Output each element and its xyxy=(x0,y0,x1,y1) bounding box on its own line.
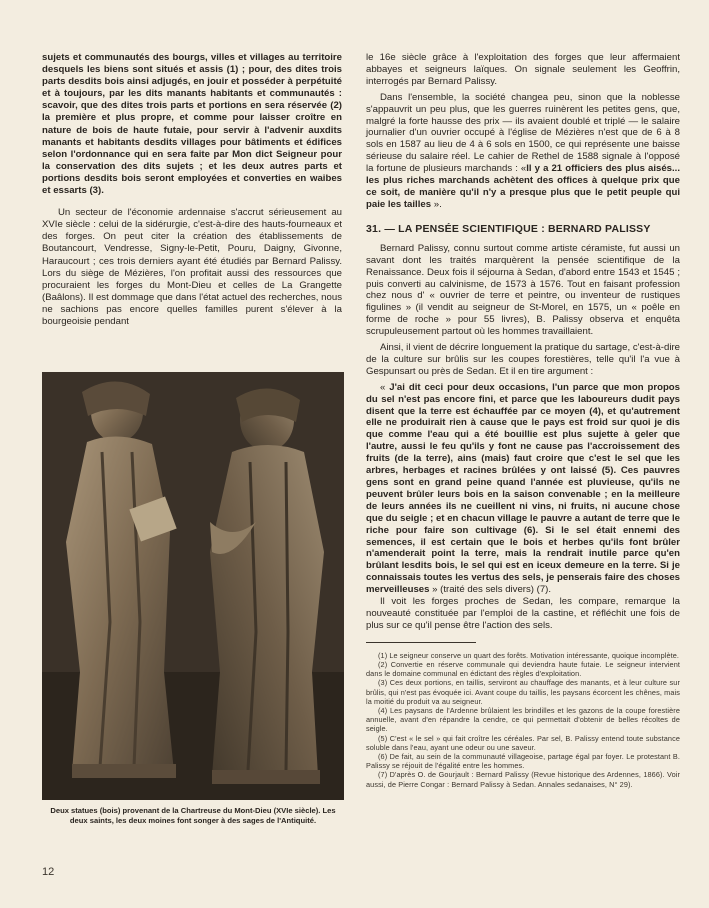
charter-excerpt-paragraph: sujets et communautés des bourgs, villes et villages au territoire desquels les biens sont situés et assis (1) ; pour, des dites trois parts desdits bois ainsi adjugés, en jouir et posséder à perpétuité et à toujours, par les dits manants habitants et communautés : scavoir, que des dites trois parts et portions en sera réservée (2) la première et plus propre, et comme pour laisser croître en nature de bois de haute futaie, pour servir à l'advenir auxdits manants et habitants desdits villages pour bâtiments et édifices selon l'ordonnance qui en sera faite par Mon dict Seigneur pour la conservation des dits sujets ; et les deux autres parts et portions desdits bois seront employées et converties en waibes et essarts (3). xyxy=(42,52,342,197)
left-column xyxy=(42,52,342,328)
society-paragraph xyxy=(366,92,680,211)
footnote: (2) Convertie en réserve communale qui deviendra haute futaie. Le seigneur intervient dans le domaine communal en édictant des règles d'exploitation. xyxy=(366,659,680,679)
two-wooden-statues-image xyxy=(42,372,344,800)
footnote: (7) D'après O. de Gourjault : Bernard Palissy (Revue historique des Ardennes, 1866). Voir aussi, de Pierre Congar : Bernard Palissy à Sedan. Annales sedanaises, N° 29). xyxy=(366,770,680,789)
statues-photo xyxy=(42,372,344,800)
quote-close: » (traité des sels divers) (7). xyxy=(429,584,552,596)
footnote: (3) Ces deux portions, en taillis, serviront au chauffage des manants, et à leur culture sur brûlis, qui n'est pas évoquée ici. Avant coupe du taillis, les paysans écorcent les chênes, mais la moitié du produit va au seigneur. xyxy=(366,678,680,706)
footnote: (6) De fait, au sein de la communauté villageoise, partage égal par foyer. Le protestant B. Palissy se réjouit de l'égalité entre les hommes. xyxy=(366,752,680,771)
section-heading: 31. — LA PENSÉE SCIENTIFIQUE : BERNARD PALISSY xyxy=(366,222,651,235)
footnote: (1) Le seigneur conserve un quart des forêts. Motivation intéressante, quoique incomplète. xyxy=(378,650,680,660)
page-number: 12 xyxy=(42,866,55,878)
metallurgy-paragraph: Un secteur de l'économie ardennaise s'accrut sérieusement au XVIe siècle : celui de la sidérurgie, c'est-à-dire des hauts-fourneaux et des forges. On peut citer la création des établissements de Boutancourt, Vendresse, Signy-le-Petit, Pouru, Daigny, Givonne, Haraucourt ; ces trois derniers ayant été étudiés par Bernard Palissy. Lors du siège de Mézières, l'on profitait aussi des ressources que procuraient les forges du Mont-Dieu et celles de La Grangette (Baâlons). Il est dommage que dans l'état actuel des recherches, nous ne sachions pas encore quelles familles purent s'élever à la bourgeoisie pendant xyxy=(42,207,342,327)
sartage-paragraph: Ainsi, il vient de décrire longuement la pratique du sartage, c'est-à-dire de la culture sur brûlis sur les coupes forestières, telle qu'il l'a vue à Gespunsart ou près de Sedan. Et il en tire argument : xyxy=(366,342,680,377)
forges-sedan-paragraph: Il voit les forges proches de Sedan, les compare, remarque la nouveauté constituée par l'emploi de la castine, et réfléchit une fois de plus sur ce qu'il pense être l'action des sels. xyxy=(366,596,680,631)
palissy-intro-paragraph: Bernard Palissy, connu surtout comme artiste céramiste, fut aussi un savant dont les traités marquèrent la pensée scientifique de la Renaissance. Deux fois il séjourna à Sedan, d'abord entre 1543 et 1545 ; puis converti au calvinisme, de 1573 à 1576. Tout en faisant profession chez nous d' « ouvrier de terre et peintre, ou inventeur de rustiques figulines » (il vendit au seigneur de St-Morel, en 1575, un « poêle en forme de roche » pour 55 livres), B. Palissy observa et enquêta scrupuleusement partout où les hommes travaillaient. xyxy=(366,242,680,338)
rethel-quote-end: ». xyxy=(431,198,442,210)
forges-families-paragraph: le 16e siècle grâce à l'exploitation des forges que leur affermaient abbayes et seigneurs laïques. On signale seulement les Geoffrin, interrogés par Bernard Palissy. xyxy=(366,52,680,87)
rethel-quote: Il y a 21 officiers des plus aisés... les plus riches marchands achètent des offices à quelque prix que ce soit, de manière qu'il n'y a presque plus que le petit peuple qui paie les tailles xyxy=(366,163,680,210)
palissy-quote: J'ai dit ceci pour deux occasions, l'un parce que mon propos du sel n'est pas encore fini, et parce que les laboureurs dudit pays disent que la terre est échauffée par ce moyen (4), et qu'autrement elle ne produirait rien à cause que le pays est froid sur quoi je dis que comme l'eau qui a été bouillie est plus sujette à geler que l'autre, aussi le feu qu'ils y font ne cause pas l'accroissement des fruits (de la terre), ains (mais) faut croire que c'est le sel que les arbres, herbages et racines brûlées y ont laissé (5). Ces pauvres gens sont en grand peine quand l'année est pluvieuse, qu'ils ne peuvent brûler leurs bois en la saison convenable ; en la meilleure de leurs années ils ne cueillent ni vins, ni fruits, ni aucune chose que du seigle ; et en chacun village le pauvre a autant de terre que le riche pour faire son cultivage (6). Si le sel était ennemi des semences, il est certain que le bois et herbes qu'ils font brûler n'amenderait point la terre, mais la rendrait inutile parce qu'en brûlant lesdits bois, le sel qui est en iceux demeure en la terre. Si je connaissais toutes les vertus des sels, je penserais faire des choses merveilleuses xyxy=(366,381,680,596)
footnote: (4) Les paysans de l'Ardenne brûlaient les brindilles et les gazons de la coupe forestière annuelle, avant d'en répandre la cendre, ce qui permettait d'obtenir de belles récoltes de seigle. xyxy=(366,706,680,734)
footnote: (5) C'est « le sel » qui fait croître les céréales. Par sel, B. Palissy entend toute substance soluble dans l'eau, ayant une odeur ou une saveur. xyxy=(366,733,680,752)
right-column xyxy=(366,52,680,789)
quote-open: « xyxy=(380,381,390,393)
palissy-quote-paragraph xyxy=(366,382,680,596)
footnote-divider xyxy=(366,642,476,643)
footnotes xyxy=(366,651,680,789)
society-text: Dans l'ensemble, la société changea peu, sinon que la noblesse s'appauvrit un peu plus, que les guerres ruinèrent les petites gens, que, malgré la forte hausse des prix — ils avaient doublé et triplé — le salaire journalier d'un ouvrier occupé à l'église de Mézières n'est que de 6 à 8 sols en 1587 au lieu de 4 à 6 sols en 1500, ce qui représente une baisse sérieuse du salaire réel. Le cahier de Rethel de 1588 signale à l'opposé la fortune de plusieurs marchands : « xyxy=(366,91,680,175)
photo-caption: Deux statues (bois) provenant de la Chartreuse du Mont-Dieu (XVIe siècle). Les deux saints, les deux moines font songer à des sages de l'Antiquité. xyxy=(50,806,336,825)
